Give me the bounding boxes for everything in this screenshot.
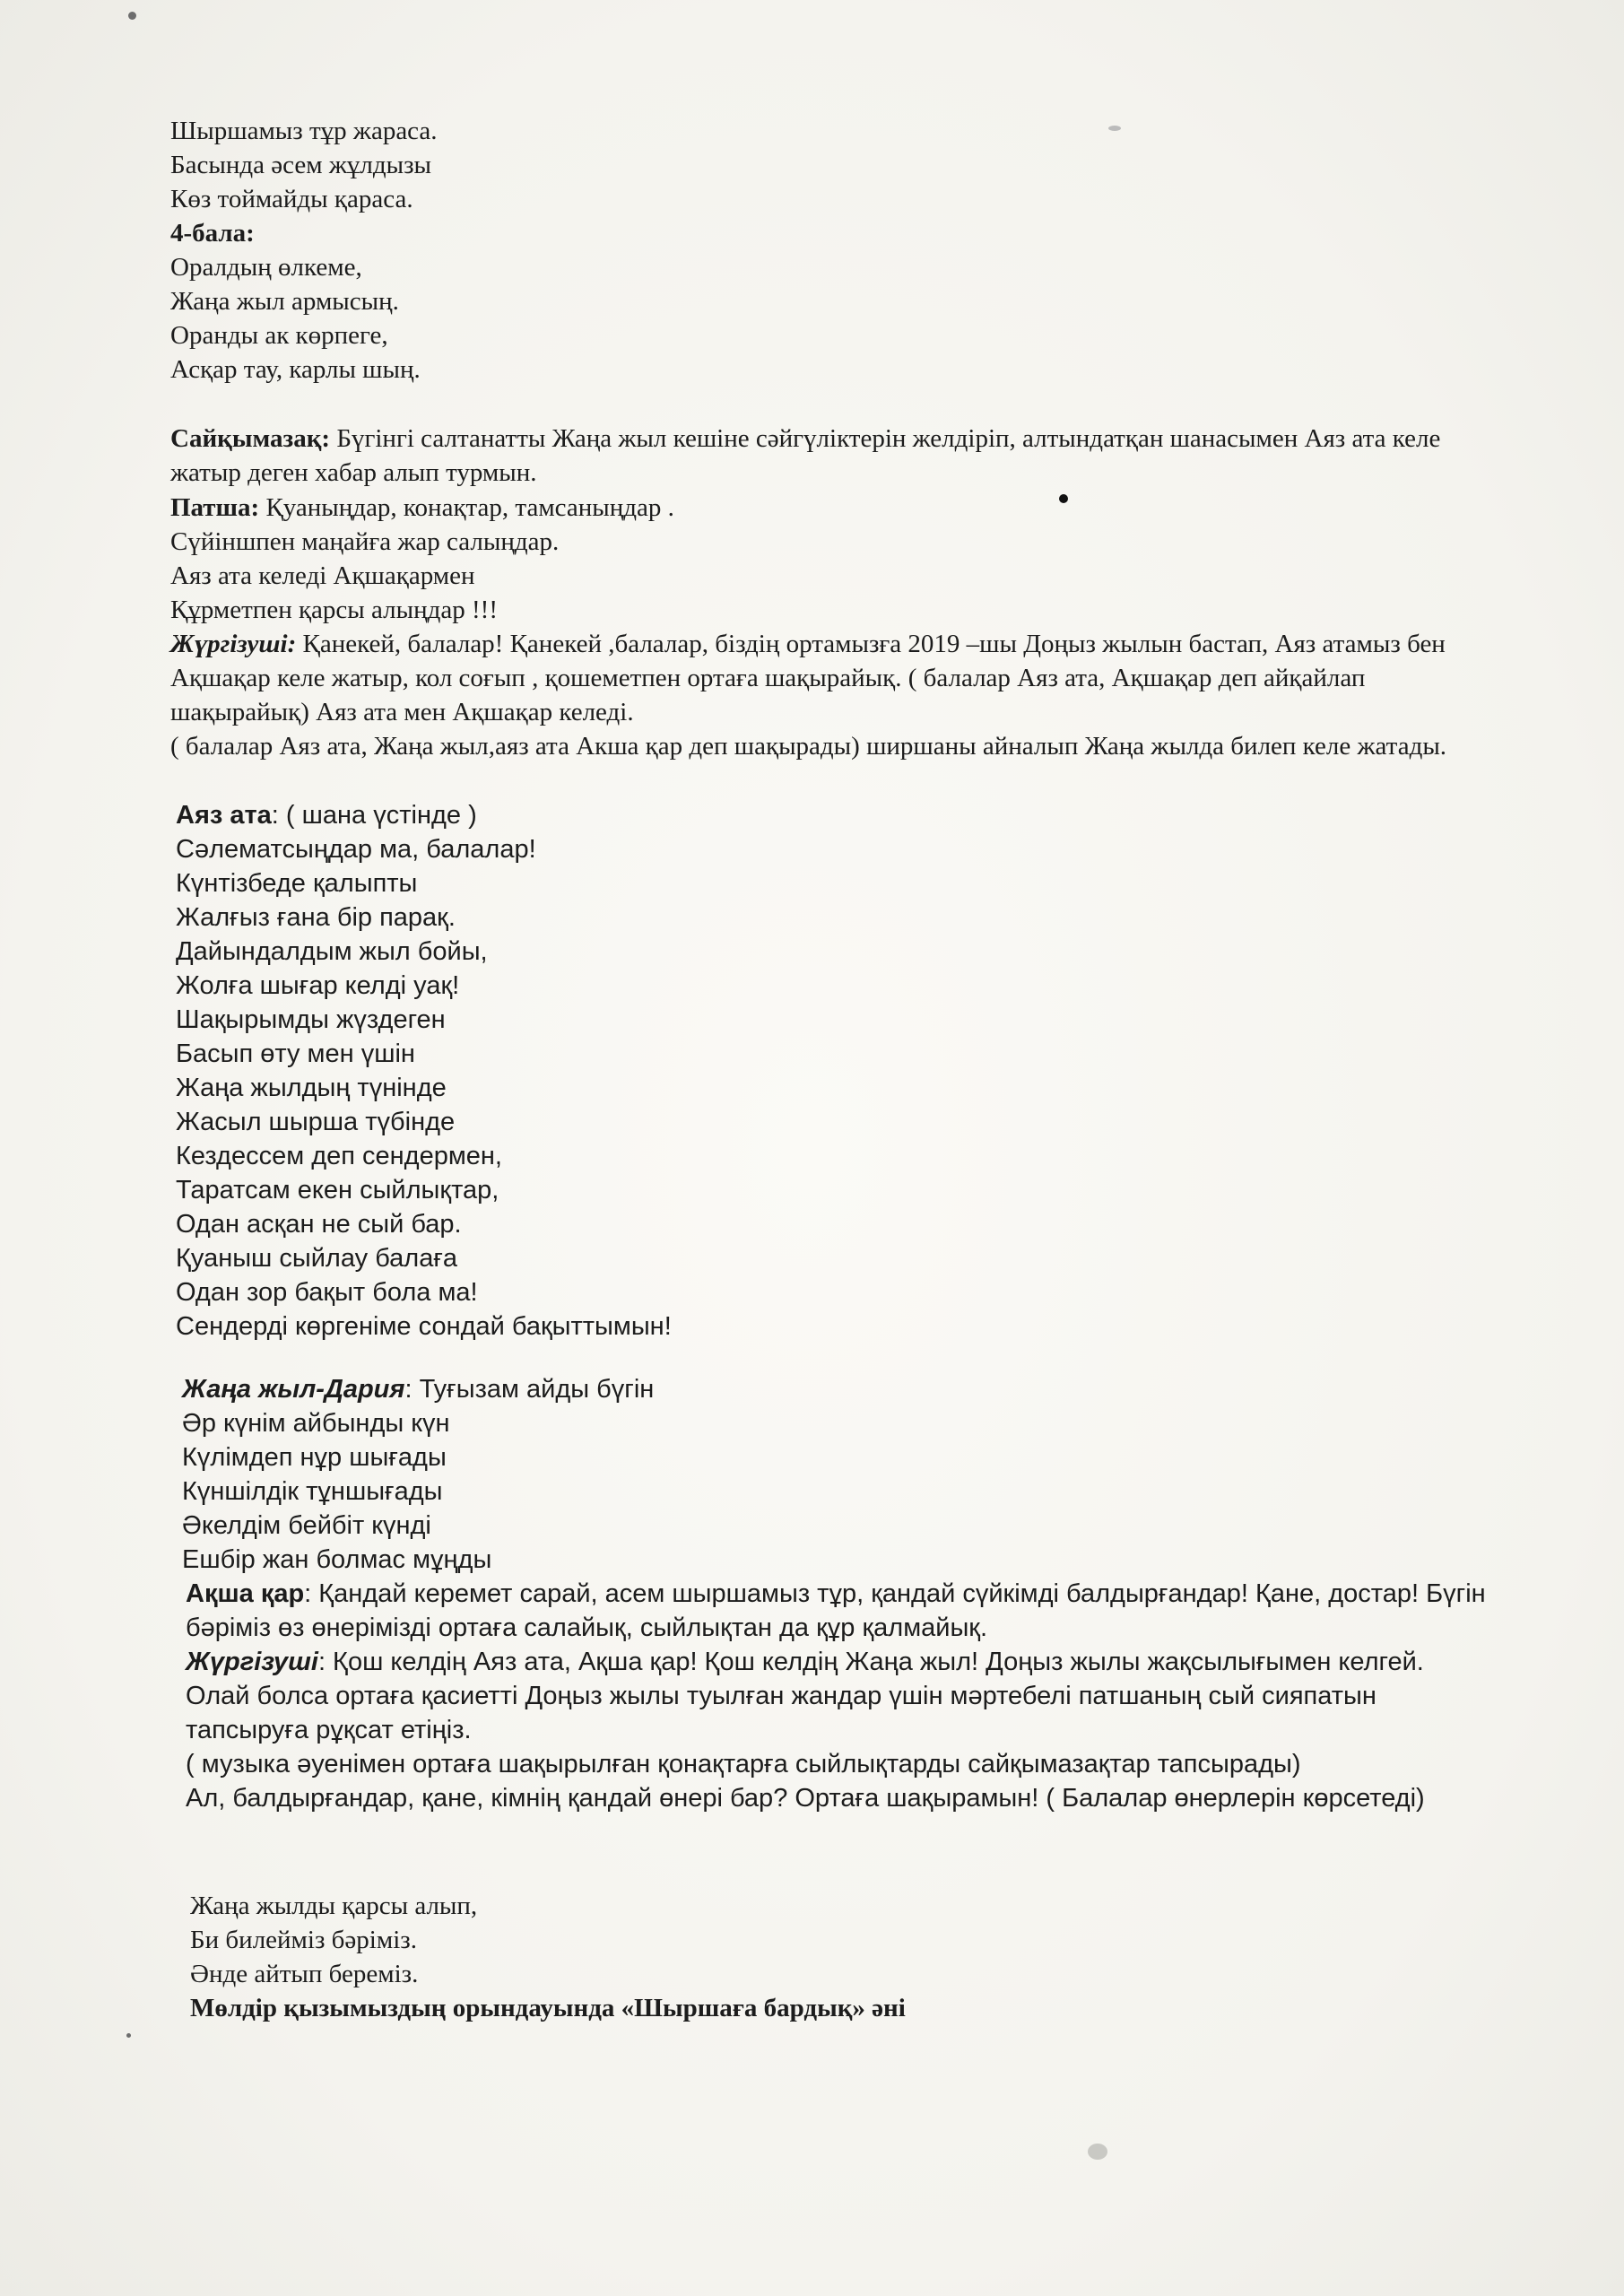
verse-line: Сәлематсыңдар ма, балалар! [176,835,536,864]
verse-line: Әкелдім бейбіт күнді [182,1511,431,1540]
speaker-label: Жаңа жыл-Дария [182,1375,405,1404]
speech-paragraph [170,627,1507,729]
closing-announcement: Мөлдір қызымыздың орындауында «Шыршаға бардық» әні [190,1994,906,2022]
verse-line: Би билейміз бәріміз. [190,1926,417,1954]
ayaz-block [176,798,672,1344]
verse-line: Сүйіншпен маңайға жар салыңдар. [170,527,560,556]
speech-text: : Қандай керемет сарай, асем шыршамыз тұр, қандай сүйкімді балдырғандар! Қане, достар! Бүгін бәріміз өз өнерімізді ортаға салайық, сыйлықтан да құр қалмайық. [186,1579,1486,1642]
speech-text: Бүгінгі салтанатты Жаңа жыл кешіне сәйгүліктерін желдіріп, алтындатқан шанасымен Аяз ата келе жатыр деген хабар алып турмын. [170,424,1441,487]
speaker-label: Ақша қар [186,1579,305,1608]
speech-paragraph: Ал, балдырғандар, қане, кімнің қандай өнері бар? Ортаға шақырамын! ( Балалар өнерлерін көрсетеді) [186,1784,1425,1813]
verse-line: Көз тоймайды қараса. [170,185,413,213]
clown-paragraph [170,422,1498,490]
verse-line: Басында әсем жұлдызы [170,151,432,179]
verse-line: Таратсам екен сыйлықтар, [176,1176,499,1205]
scan-speck [128,12,136,20]
top-verse [170,114,438,216]
verse-line: Шақырымды жүздеген [176,1005,446,1034]
verse-line: Күнтізбеде қалыпты [176,869,418,898]
speech-text: : Қош келдің Аяз ата, Ақша қар! Қош келдің Жаңа жыл! Доңыз жылы жақсылығымен келгей. Олай болса ортаға қасиетті Доңыз жылы туылған жандар үшін мәртебелі патшаның сый сияпатын тапсыруға рұқсат етіңіз. [186,1648,1424,1744]
verse-line: Жолға шығар келді уақ! [176,971,460,1000]
verse-line: Басып өту мен үшін [176,1039,415,1068]
speaker-label: 4-бала: [170,219,255,248]
stage-note: ( музыка әуенімен ортаға шақырылған қонақтарға сыйлықтарды сайқымазақтар тапсырады) [186,1750,1301,1779]
host2-block [186,1645,1486,1815]
speech-line [182,1372,654,1406]
speech-text: Қанекей, балалар! Қанекей ,балалар, біздің ортамызға 2019 –шы Доңыз жылын бастап, Аяз атамыз бен Ақшақар келе жатыр, кол соғып , қошеметпен ортаға шақырайық. ( балалар Аяз ата, Ақшақар деп айқайлап шақырайық) Аяз ата мен Ақшақар келеді. [170,630,1446,726]
verse-line: Күншілдік тұншығады [182,1477,443,1506]
verse-line: Асқар тау, карлы шың. [170,355,421,384]
speaker-label: Патша: [170,493,260,522]
verse-line: Жаңа жыл армысың. [170,287,399,316]
verse-line: Оралдың өлкеме, [170,253,362,282]
speech-paragraph [186,1645,1486,1747]
verse-line: Шыршамыз тұр жараса. [170,117,438,145]
speaker-label: Жүргізуші [186,1648,318,1676]
speech-text: : Туғызам айды бүгін [404,1375,655,1404]
speaker-label: Жүргізуші: [170,630,297,658]
host1-block [170,627,1507,763]
verse-line: Сендерді көргеніме сондай бақыттымын! [176,1312,672,1341]
child4-block [170,216,421,387]
speaker-label: Сайқымазақ: [170,424,331,453]
verse-line: Одан асқан не сый бар. [176,1210,462,1239]
verse-line: Жаңа жылдың түнінде [176,1074,447,1102]
verse-line: Жалғыз ғана бір парақ. [176,903,456,932]
scan-speck [1108,126,1121,131]
snow-paragraph [186,1577,1486,1645]
newyear-block [182,1372,654,1577]
scan-speck [1088,2144,1107,2160]
closing-block [190,1889,906,2025]
verse-line: Қуаныш сыйлау балаға [176,1244,458,1273]
king-block [170,491,674,627]
speaker-label: Аяз ата [176,801,272,830]
verse-line: Әр күнім айбынды күн [182,1409,450,1438]
scan-speck [126,2033,131,2038]
verse-line: Құрметпен қарсы алыңдар !!! [170,596,498,624]
verse-line: Жаңа жылды қарсы алып, [190,1892,478,1920]
verse-line: Әнде айтып береміз. [190,1960,419,1988]
speech-line [170,491,674,525]
verse-line: Одан зор бақыт бола ма! [176,1278,478,1307]
verse-line: Дайындалдым жыл бойы, [176,937,488,966]
speech-line [176,798,672,832]
speech-text: : ( шана үстінде ) [271,801,477,830]
stage-note: ( балалар Аяз ата, Жаңа жыл,аяз ата Акша қар деп шақырады) ширшаны айналып Жаңа жылда билеп келе жатады. [170,732,1447,761]
verse-line: Жасыл шырша түбінде [176,1108,456,1136]
verse-line: Күлімдеп нұр шығады [182,1443,447,1472]
speech-text: Қуаныңдар, конақтар, тамсаныңдар . [265,493,674,522]
verse-line: Ешбір жан болмас мұңды [182,1545,492,1574]
scan-speck [1059,494,1068,503]
verse-line: Кездессем деп сендермен, [176,1142,502,1170]
verse-line: Оранды ак көрпеге, [170,321,388,350]
verse-line: Аяз ата келеді Ақшақармен [170,561,475,590]
